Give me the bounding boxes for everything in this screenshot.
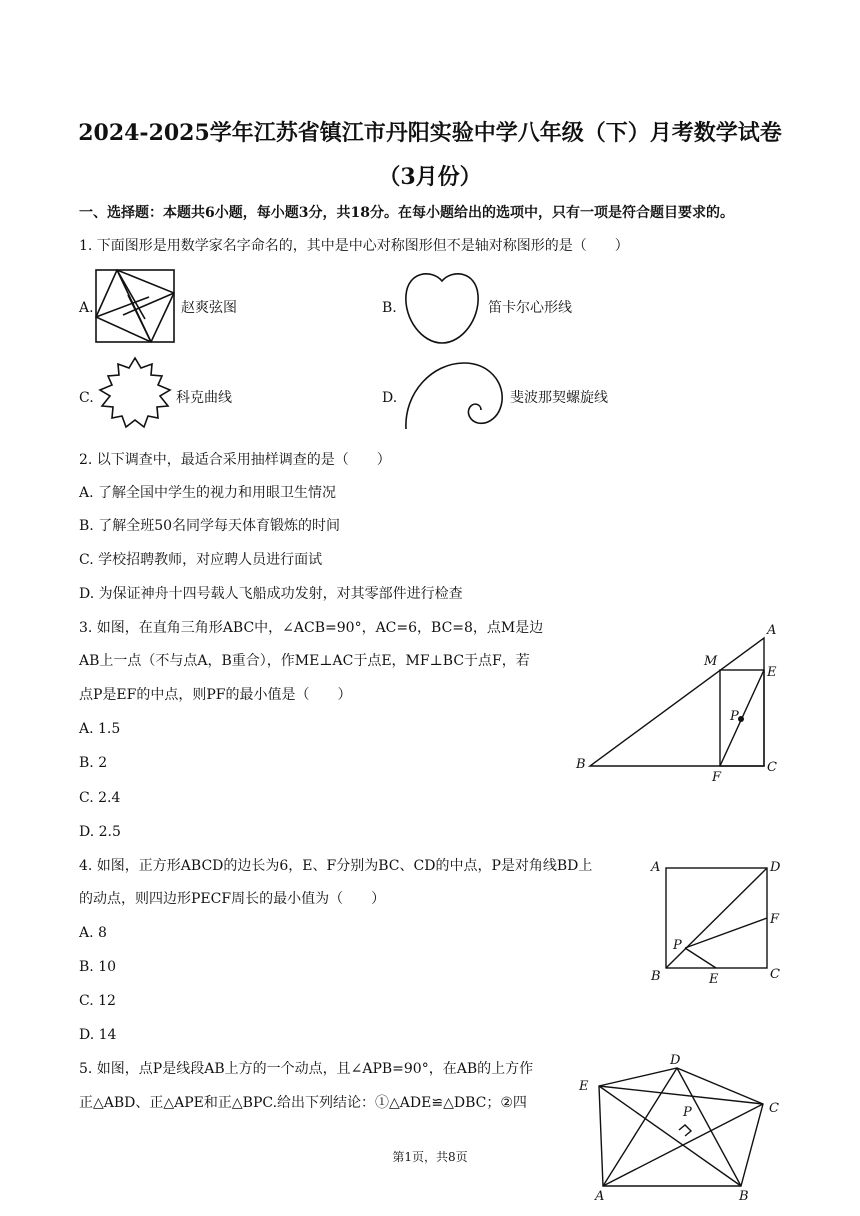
q2-option-b: B. 了解全班50名同学每天体育锻炼的时间 <box>79 518 341 534</box>
question-3-line2: AB上一点（不与点A，B重合），作ME⊥AC于点E，MF⊥BC于点F，若 <box>79 653 530 669</box>
q1-option-b-letter: B. <box>382 300 397 316</box>
zhao-shuang-diagram <box>93 267 177 345</box>
label-f: F <box>712 770 722 783</box>
q4-option-b: B. 10 <box>79 959 117 975</box>
label-b: B <box>651 969 661 984</box>
page-footer: 第1页，共8页 <box>392 1150 468 1164</box>
question-1-stem: 1. 下面图形是用数学家名字命名的，其中是中心对称图形但不是轴对称图形的是（ ） <box>79 238 629 254</box>
paper-subtitle: （3月份） <box>378 164 482 190</box>
q3-option-d: D. 2.5 <box>79 824 121 840</box>
q3-option-b: B. 2 <box>79 755 108 771</box>
label-b: B <box>739 1189 749 1202</box>
question-5-line1: 5. 如图，点P是线段AB上方的一个动点，且∠APB=90°，在AB的上方作 <box>79 1061 534 1077</box>
label-p: P <box>730 709 739 724</box>
q1-option-a-caption: 赵爽弦图 <box>181 300 237 316</box>
section-heading: 一、选择题：本题共6小题，每小题3分，共18分。在每小题给出的选项中，只有一项是符合题目要求的。 <box>79 205 734 221</box>
label-c: C <box>769 1101 779 1116</box>
q4-option-d: D. 14 <box>79 1027 117 1043</box>
label-d: D <box>770 860 781 875</box>
label-m: M <box>704 654 718 669</box>
q4-option-a: A. 8 <box>79 925 107 941</box>
question-2-stem: 2. 以下调查中，最适合采用抽样调查的是（ ） <box>79 452 391 468</box>
q4-square-figure <box>645 855 785 990</box>
q5-triangles-figure <box>575 1052 790 1202</box>
label-a: A <box>595 1189 605 1202</box>
label-p: P <box>673 938 682 953</box>
q2-option-d: D. 为保证神舟十四号载人飞船成功发射，对其零部件进行检查 <box>79 586 463 602</box>
question-3-line3: 点P是EF的中点，则PF的最小值是（ ） <box>79 687 352 703</box>
cardioid-diagram <box>400 267 484 347</box>
q4-option-c: C. 12 <box>79 993 116 1009</box>
q1-option-b-caption: 笛卡尔心形线 <box>488 300 572 316</box>
koch-curve-diagram <box>94 354 176 438</box>
question-4-line1: 4. 如图，正方形ABCD的边长为6，E、F分别为BC、CD的中点，P是对角线BD上 <box>79 858 593 874</box>
label-a: A <box>651 860 661 875</box>
label-b: B <box>576 757 586 772</box>
paper-title: 2024-2025学年江苏省镇江市丹阳实验中学八年级（下）月考数学试卷 <box>78 120 782 146</box>
label-f: F <box>770 912 780 927</box>
q1-option-d-letter: D. <box>382 390 398 406</box>
question-4-line2: 的动点，则四边形PECF周长的最小值为（ ） <box>79 891 386 907</box>
q1-option-c-letter: C. <box>79 390 94 406</box>
fibonacci-spiral-diagram <box>400 357 508 433</box>
label-e: E <box>579 1079 589 1094</box>
label-e: E <box>709 972 719 987</box>
label-c: C <box>770 967 780 982</box>
label-a: A <box>767 623 777 638</box>
point-p <box>738 716 744 722</box>
q1-option-a-letter: A. <box>79 300 94 316</box>
question-5-line2: 正△ABD、正△APE和正△BPC.给出下列结论：①△ADE≌△DBC；②四 <box>79 1095 527 1111</box>
q2-option-a: A. 了解全国中学生的视力和用眼卫生情况 <box>79 485 337 501</box>
label-e: E <box>767 665 777 680</box>
q1-option-c-caption: 科克曲线 <box>176 390 232 406</box>
q3-option-a: A. 1.5 <box>79 721 121 737</box>
label-c: C <box>767 760 777 775</box>
q2-option-c: C. 学校招聘教师，对应聘人员进行面试 <box>79 552 323 568</box>
q1-option-d-caption: 斐波那契螺旋线 <box>510 390 608 406</box>
label-d: D <box>670 1053 681 1068</box>
q3-option-c: C. 2.4 <box>79 790 121 806</box>
question-3-line1: 3. 如图，在直角三角形ABC中，∠ACB=90°，AC=6，BC=8，点M是边 <box>79 620 544 636</box>
label-p: P <box>683 1105 692 1120</box>
q3-triangle-figure <box>570 618 790 783</box>
